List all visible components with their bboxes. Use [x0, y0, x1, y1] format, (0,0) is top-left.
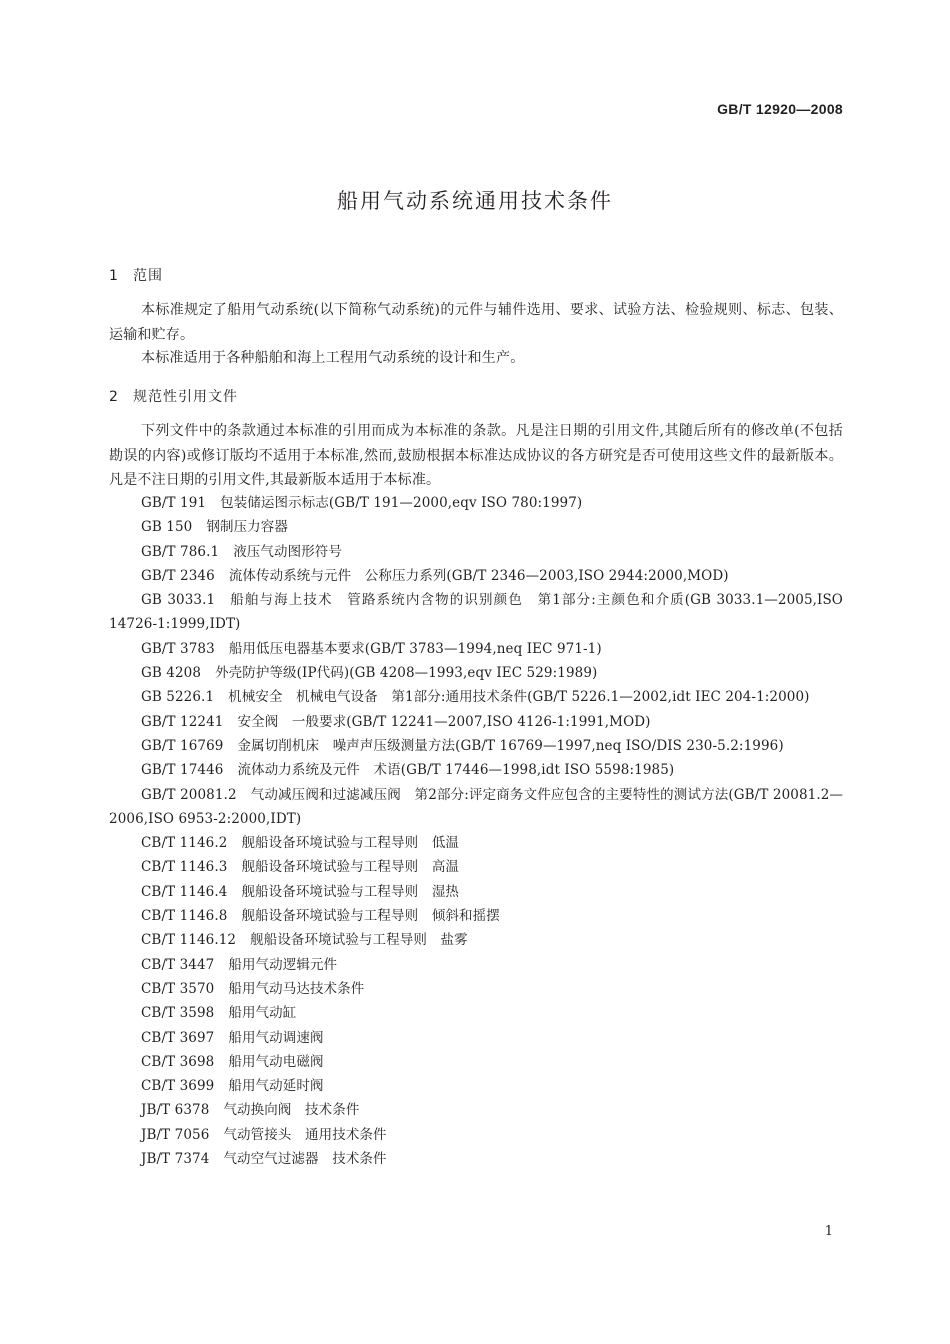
reference-title: 气动减压阀和过滤减压阀 第2部分:评定商务文件应包含的主要特性的测试方法(GB/T 20081.2—2006,ISO 6953-2:2000,IDT)	[109, 786, 844, 827]
reference-item	[109, 953, 843, 977]
reference-item	[109, 1147, 843, 1171]
reference-title: 气动管接头 通用技术条件	[223, 1126, 387, 1143]
section-title: 规范性引用文件	[133, 389, 238, 405]
reference-title: 安全阀 一般要求(GB/T 12241—2007,ISO 4126-1:1991,MOD)	[237, 713, 651, 730]
reference-title: 船用气动延时阀	[228, 1078, 324, 1095]
reference-code: GB/T 786.1	[141, 543, 220, 560]
reference-title: 船用气动缸	[228, 1005, 297, 1022]
reference-title: 舰船设备环境试验与工程导则 高温	[241, 859, 460, 876]
reference-code: JB/T 6378	[141, 1102, 210, 1119]
reference-item	[109, 685, 843, 709]
reference-code: CB/T 3698	[141, 1053, 215, 1070]
reference-title: 舰船设备环境试验与工程导则 盐雾	[250, 932, 468, 949]
reference-code: CB/T 1146.4	[141, 883, 228, 900]
reference-code: GB 5226.1	[141, 689, 215, 706]
reference-code: GB/T 3783	[141, 640, 215, 657]
reference-item	[109, 977, 843, 1001]
reference-title: 包装储运图示标志(GB/T 191—2000,eqv ISO 780:1997)	[220, 495, 583, 511]
reference-item	[109, 661, 843, 685]
section-heading-normative-references	[109, 386, 238, 406]
reference-title: 船用气动调速阀	[228, 1029, 324, 1046]
reference-title: 船用气动电磁阀	[228, 1053, 324, 1070]
reference-item	[109, 637, 843, 661]
reference-code: CB/T 1146.3	[141, 859, 228, 876]
reference-item	[109, 855, 843, 879]
reference-title: 气动换向阀 技术条件	[223, 1102, 360, 1119]
reference-code: GB 150	[141, 519, 193, 536]
reference-title: 钢制压力容器	[206, 519, 288, 536]
reference-code: JB/T 7056	[141, 1126, 210, 1143]
reference-item	[109, 928, 843, 952]
reference-code: CB/T 1146.2	[141, 835, 228, 852]
reference-title: 金属切削机床 噪声声压级测量方法(GB/T 16769—1997,neq ISO/DIS 230-5.2:1996)	[237, 737, 784, 754]
reference-item	[109, 831, 843, 855]
reference-item	[109, 1123, 843, 1147]
reference-title: 船用气动马达技术条件	[228, 980, 365, 997]
reference-code: GB/T 20081.2	[141, 786, 237, 803]
reference-item	[109, 904, 843, 928]
standard-code: GB/T 12920—2008	[717, 101, 843, 117]
reference-title: 流体动力系统及元件 术语(GB/T 17446—1998,idt ISO 5598:1985)	[237, 762, 675, 779]
page-number: 1	[824, 1224, 833, 1239]
reference-code: CB/T 1146.8	[141, 908, 228, 925]
reference-item	[109, 880, 843, 904]
reference-code: CB/T 3697	[141, 1029, 215, 1046]
reference-title: 流体传动系统与元件 公称压力系列(GB/T 2346—2003,ISO 2944:2000,MOD)	[228, 567, 729, 584]
scope-paragraph-2: 本标准适用于各种船舶和海上工程用气动系统的设计和生产。	[141, 350, 525, 366]
reference-code: CB/T 3598	[141, 1005, 215, 1022]
reference-item	[109, 564, 843, 588]
reference-item	[109, 1098, 843, 1122]
reference-item	[109, 1050, 843, 1074]
reference-item	[109, 540, 843, 564]
reference-code: GB/T 16769	[141, 737, 224, 754]
reference-code: GB/T 17446	[141, 762, 224, 779]
reference-list	[109, 491, 843, 1171]
reference-item	[109, 1001, 843, 1025]
reference-title: 船用气动逻辑元件	[228, 956, 338, 973]
reference-code: JB/T 7374	[141, 1151, 210, 1168]
reference-code: CB/T 3699	[141, 1078, 215, 1095]
references-intro-paragraph: 下列文件中的条款通过本标准的引用而成为本标准的条款。凡是注日期的引用文件,其随后所有的修改单(不包括勘误的内容)或修订版均不适用于本标准,然而,鼓励根据本标准达成协议的各方研究是否可使用这些文件的最新版本。凡是不注日期的引用文件,其最新版本适用于本标准。	[109, 423, 843, 488]
reference-title: 外壳防护等级(IP代码)(GB 4208—1993,eqv IEC 529:1989)	[215, 665, 598, 682]
reference-code: GB 3033.1	[141, 592, 216, 609]
reference-item	[109, 1074, 843, 1098]
reference-title: 气动空气过滤器 技术条件	[223, 1151, 387, 1168]
reference-code: CB/T 1146.12	[141, 932, 237, 949]
document-title: 船用气动系统通用技术条件	[337, 189, 613, 213]
reference-item	[109, 491, 843, 515]
reference-item	[109, 710, 843, 734]
reference-item	[109, 783, 843, 832]
reference-title: 舰船设备环境试验与工程导则 湿热	[241, 883, 460, 900]
section-number: 2	[109, 389, 119, 405]
reference-item	[109, 758, 843, 782]
section-title: 范围	[133, 268, 163, 284]
reference-title: 船用低压电器基本要求(GB/T 3783—1994,neq IEC 971-1)	[228, 640, 602, 657]
reference-item	[109, 515, 843, 539]
reference-title: 舰船设备环境试验与工程导则 低温	[241, 835, 460, 852]
scope-paragraph-1: 本标准规定了船用气动系统(以下简称气动系统)的元件与辅件选用、要求、试验方法、检验规则、标志、包装、运输和贮存。	[109, 302, 843, 343]
reference-title: 机械安全 机械电气设备 第1部分:通用技术条件(GB/T 5226.1—2002,idt IEC 204-1:2000)	[228, 689, 810, 706]
reference-code: GB 4208	[141, 665, 202, 682]
reference-item	[109, 1026, 843, 1050]
reference-code: CB/T 3570	[141, 980, 215, 997]
reference-title: 船舶与海上技术 管路系统内含物的识别颜色 第1部分:主颜色和介质(GB 3033.1—2005,ISO 14726-1:1999,IDT)	[109, 592, 843, 633]
reference-code: GB/T 191	[141, 495, 207, 511]
reference-code: GB/T 12241	[141, 713, 224, 730]
reference-item	[109, 734, 843, 758]
reference-title: 液压气动图形符号	[233, 543, 343, 560]
reference-code: GB/T 2346	[141, 567, 215, 584]
reference-title: 舰船设备环境试验与工程导则 倾斜和摇摆	[241, 908, 500, 925]
section-number: 1	[109, 268, 119, 284]
section-heading-scope	[109, 265, 163, 285]
reference-item	[109, 588, 843, 637]
reference-code: CB/T 3447	[141, 956, 215, 973]
